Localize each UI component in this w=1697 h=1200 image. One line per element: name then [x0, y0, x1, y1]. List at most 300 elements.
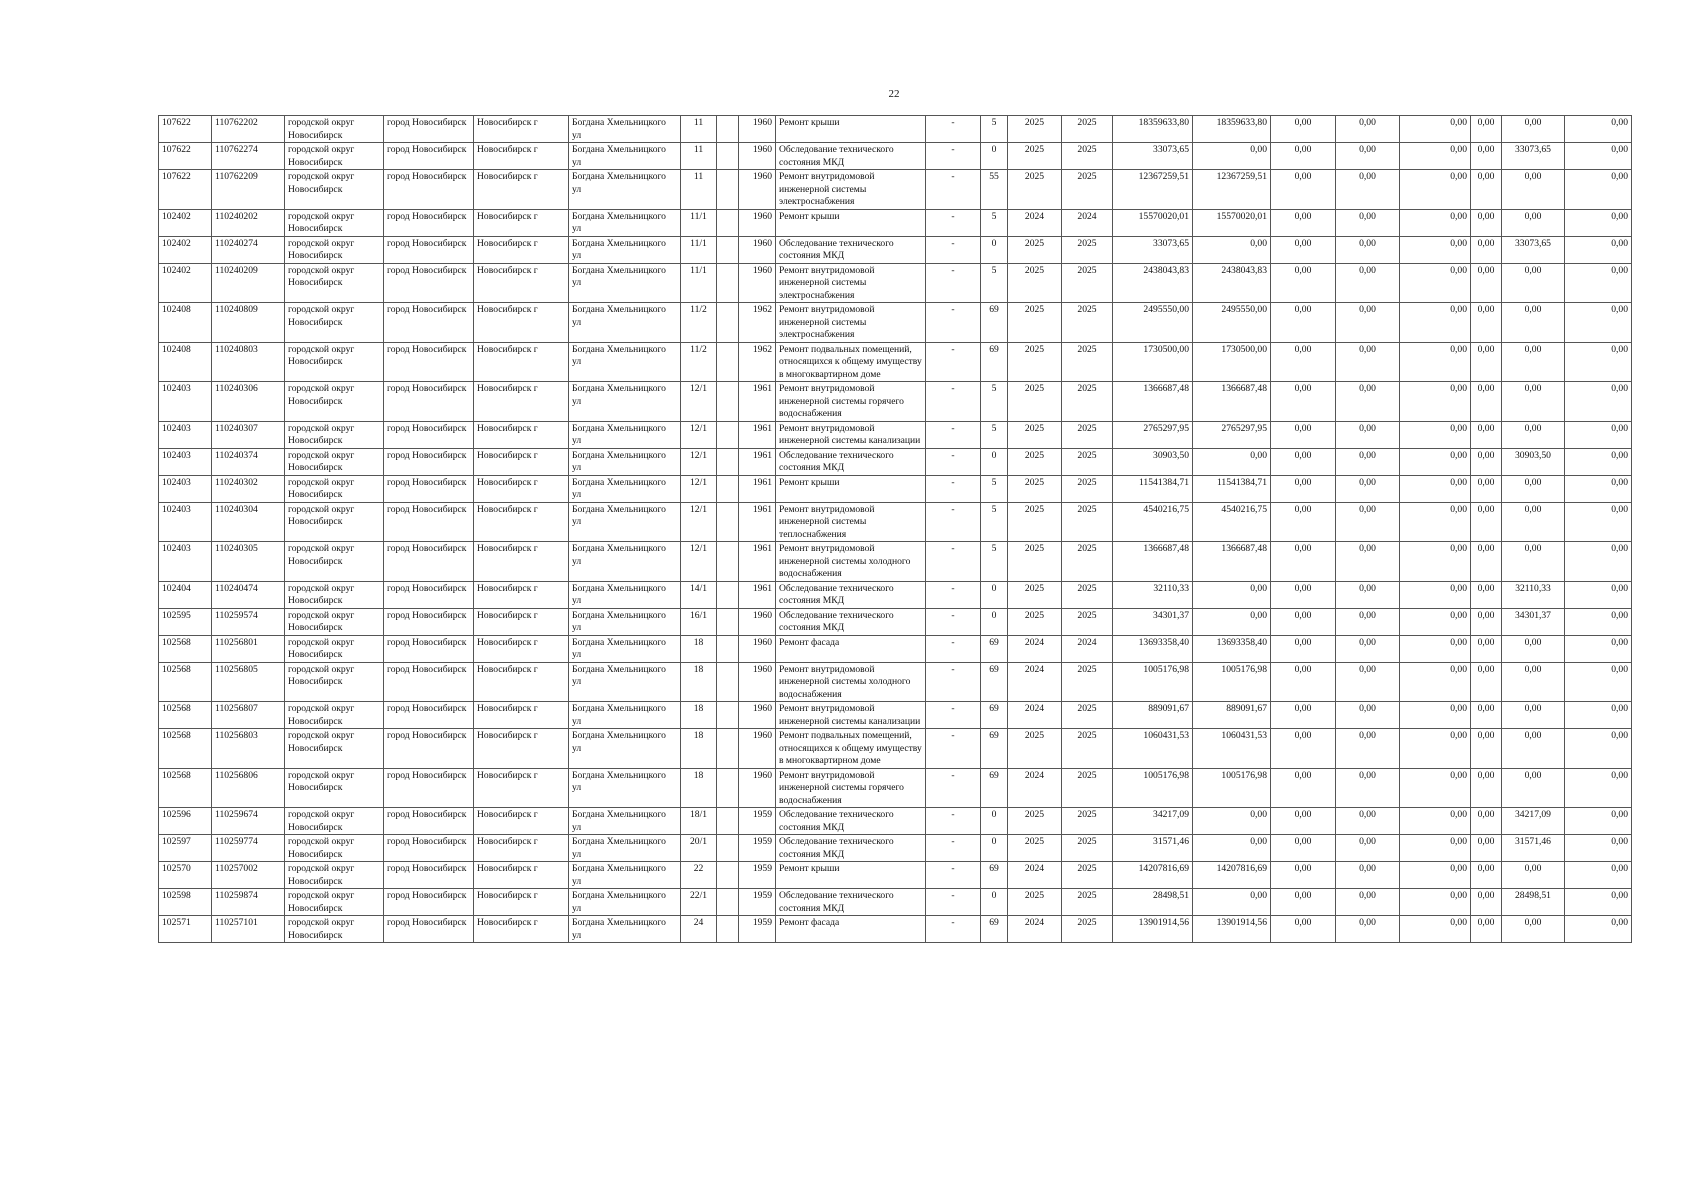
cell-plan-year-end: 2025	[1062, 768, 1113, 808]
cell-year-built: 1961	[739, 382, 776, 422]
cell-work-id: 110240307	[212, 421, 285, 448]
cell-building-letter	[717, 382, 739, 422]
cell-work-stage: -	[926, 608, 981, 635]
cell-cost-budget-local: 0,00	[1400, 862, 1471, 889]
cell-cost-owners: 0,00	[1471, 608, 1502, 635]
cell-municipal-district: городской округ Новосибирск	[285, 236, 384, 263]
cell-city: Новосибирск г	[474, 342, 569, 382]
cell-building-letter	[717, 209, 739, 236]
cell-object-id: 102408	[159, 303, 212, 343]
cell-year-built: 1960	[739, 702, 776, 729]
cell-plan-year-end: 2024	[1062, 209, 1113, 236]
cell-city: Новосибирск г	[474, 143, 569, 170]
cell-cost-inspection: 0,00	[1502, 502, 1565, 542]
cell-cost-budget-regional: 0,00	[1336, 209, 1400, 236]
cell-building-letter	[717, 116, 739, 143]
cell-total-cost: 2765297,95	[1113, 421, 1193, 448]
cell-city: Новосибирск г	[474, 635, 569, 662]
cell-work-type: Ремонт крыши	[776, 475, 926, 502]
cell-building-letter	[717, 448, 739, 475]
cell-municipal-district: городской округ Новосибирск	[285, 862, 384, 889]
cell-cost-other: 0,00	[1565, 303, 1632, 343]
cell-cost-other: 0,00	[1565, 475, 1632, 502]
cell-wear-percent: 69	[981, 729, 1008, 769]
cell-municipal-district: городской округ Новосибирск	[285, 835, 384, 862]
cell-year-built: 1960	[739, 729, 776, 769]
cell-object-id: 102402	[159, 236, 212, 263]
cell-total-cost: 2438043,83	[1113, 263, 1193, 303]
cell-municipal-district: городской округ Новосибирск	[285, 702, 384, 729]
cell-building-letter	[717, 916, 739, 943]
table-row	[159, 542, 1632, 582]
cell-building-letter	[717, 608, 739, 635]
table-row	[159, 209, 1632, 236]
cell-plan-year-end: 2025	[1062, 662, 1113, 702]
cell-city: Новосибирск г	[474, 263, 569, 303]
cell-city: Новосибирск г	[474, 382, 569, 422]
cell-plan-year-start: 2025	[1008, 502, 1062, 542]
cell-cost-budget-local: 0,00	[1400, 143, 1471, 170]
cell-settlement: город Новосибирск	[384, 209, 474, 236]
cell-cost-fund: 14207816,69	[1193, 862, 1271, 889]
cell-work-id: 110240202	[212, 209, 285, 236]
cell-work-id: 110240304	[212, 502, 285, 542]
cell-plan-year-end: 2025	[1062, 729, 1113, 769]
cell-city: Новосибирск г	[474, 808, 569, 835]
cell-cost-owners: 0,00	[1471, 581, 1502, 608]
cell-settlement: город Новосибирск	[384, 916, 474, 943]
cell-object-id: 102568	[159, 768, 212, 808]
cell-building-letter	[717, 475, 739, 502]
cell-street: Богдана Хмельницкого ул	[569, 889, 681, 916]
cell-work-stage: -	[926, 916, 981, 943]
cell-cost-fund: 13693358,40	[1193, 635, 1271, 662]
cell-work-id: 110762274	[212, 143, 285, 170]
cell-cost-fund: 1366687,48	[1193, 382, 1271, 422]
cell-city: Новосибирск г	[474, 702, 569, 729]
cell-work-type: Обследование технического состояния МКД	[776, 889, 926, 916]
cell-work-stage: -	[926, 170, 981, 210]
cell-cost-fund: 18359633,80	[1193, 116, 1271, 143]
cell-total-cost: 14207816,69	[1113, 862, 1193, 889]
cell-cost-other: 0,00	[1565, 342, 1632, 382]
cell-cost-other: 0,00	[1565, 889, 1632, 916]
cell-year-built: 1959	[739, 889, 776, 916]
cell-cost-owners: 0,00	[1471, 170, 1502, 210]
cell-object-id: 102568	[159, 729, 212, 769]
cell-cost-budget-federal: 0,00	[1271, 143, 1336, 170]
cell-work-id: 110240306	[212, 382, 285, 422]
cell-work-type: Обследование технического состояния МКД	[776, 143, 926, 170]
cell-cost-inspection: 0,00	[1502, 475, 1565, 502]
cell-municipal-district: городской округ Новосибирск	[285, 768, 384, 808]
cell-plan-year-end: 2025	[1062, 581, 1113, 608]
cell-street: Богдана Хмельницкого ул	[569, 342, 681, 382]
cell-plan-year-start: 2025	[1008, 116, 1062, 143]
cell-work-id: 110257101	[212, 916, 285, 943]
cell-cost-inspection: 30903,50	[1502, 448, 1565, 475]
cell-cost-inspection: 0,00	[1502, 303, 1565, 343]
table-row	[159, 862, 1632, 889]
cell-house-number: 12/1	[681, 475, 717, 502]
cell-street: Богдана Хмельницкого ул	[569, 143, 681, 170]
cell-cost-owners: 0,00	[1471, 729, 1502, 769]
cell-work-id: 110240305	[212, 542, 285, 582]
cell-work-id: 110762202	[212, 116, 285, 143]
cell-cost-fund: 13901914,56	[1193, 916, 1271, 943]
cell-total-cost: 1005176,98	[1113, 662, 1193, 702]
cell-plan-year-start: 2025	[1008, 542, 1062, 582]
table-row	[159, 382, 1632, 422]
cell-plan-year-start: 2024	[1008, 662, 1062, 702]
cell-city: Новосибирск г	[474, 542, 569, 582]
cell-cost-fund: 0,00	[1193, 448, 1271, 475]
cell-house-number: 11/1	[681, 263, 717, 303]
cell-total-cost: 1005176,98	[1113, 768, 1193, 808]
cell-municipal-district: городской округ Новосибирск	[285, 303, 384, 343]
cell-cost-budget-local: 0,00	[1400, 342, 1471, 382]
cell-wear-percent: 69	[981, 303, 1008, 343]
cell-street: Богдана Хмельницкого ул	[569, 702, 681, 729]
cell-plan-year-end: 2025	[1062, 475, 1113, 502]
cell-work-type: Ремонт подвальных помещений, относящихся к общему имуществу в многоквартирном доме	[776, 729, 926, 769]
cell-street: Богдана Хмельницкого ул	[569, 263, 681, 303]
cell-year-built: 1960	[739, 662, 776, 702]
cell-cost-budget-regional: 0,00	[1336, 116, 1400, 143]
cell-year-built: 1962	[739, 303, 776, 343]
cell-cost-inspection: 0,00	[1502, 542, 1565, 582]
cell-cost-owners: 0,00	[1471, 382, 1502, 422]
cell-building-letter	[717, 862, 739, 889]
cell-cost-fund: 1366687,48	[1193, 542, 1271, 582]
cell-city: Новосибирск г	[474, 662, 569, 702]
cell-work-stage: -	[926, 889, 981, 916]
cell-street: Богдана Хмельницкого ул	[569, 808, 681, 835]
cell-work-id: 110240302	[212, 475, 285, 502]
cell-municipal-district: городской округ Новосибирск	[285, 263, 384, 303]
cell-cost-budget-federal: 0,00	[1271, 608, 1336, 635]
cell-cost-budget-federal: 0,00	[1271, 635, 1336, 662]
cell-cost-budget-regional: 0,00	[1336, 448, 1400, 475]
cell-work-stage: -	[926, 502, 981, 542]
table-row	[159, 729, 1632, 769]
cell-settlement: город Новосибирск	[384, 862, 474, 889]
cell-cost-other: 0,00	[1565, 729, 1632, 769]
cell-work-id: 110240374	[212, 448, 285, 475]
cell-cost-budget-federal: 0,00	[1271, 170, 1336, 210]
cell-street: Богдана Хмельницкого ул	[569, 236, 681, 263]
cell-plan-year-end: 2025	[1062, 608, 1113, 635]
cell-plan-year-end: 2024	[1062, 635, 1113, 662]
cell-object-id: 102571	[159, 916, 212, 943]
cell-work-type: Ремонт фасада	[776, 635, 926, 662]
cell-cost-budget-regional: 0,00	[1336, 502, 1400, 542]
cell-total-cost: 15570020,01	[1113, 209, 1193, 236]
cell-cost-fund: 2765297,95	[1193, 421, 1271, 448]
cell-street: Богдана Хмельницкого ул	[569, 170, 681, 210]
cell-object-id: 102570	[159, 862, 212, 889]
cell-cost-owners: 0,00	[1471, 768, 1502, 808]
cell-wear-percent: 0	[981, 236, 1008, 263]
cell-cost-budget-regional: 0,00	[1336, 542, 1400, 582]
cell-cost-inspection: 31571,46	[1502, 835, 1565, 862]
cell-plan-year-start: 2025	[1008, 729, 1062, 769]
cell-house-number: 12/1	[681, 421, 717, 448]
cell-object-id: 102403	[159, 421, 212, 448]
cell-street: Богдана Хмельницкого ул	[569, 862, 681, 889]
cell-settlement: город Новосибирск	[384, 143, 474, 170]
cell-cost-budget-regional: 0,00	[1336, 581, 1400, 608]
table-row	[159, 502, 1632, 542]
table-row	[159, 236, 1632, 263]
cell-year-built: 1960	[739, 170, 776, 210]
cell-cost-other: 0,00	[1565, 916, 1632, 943]
cell-street: Богдана Хмельницкого ул	[569, 209, 681, 236]
cell-house-number: 11/2	[681, 342, 717, 382]
cell-plan-year-start: 2025	[1008, 475, 1062, 502]
cell-cost-fund: 2438043,83	[1193, 263, 1271, 303]
cell-settlement: город Новосибирск	[384, 835, 474, 862]
cell-cost-budget-local: 0,00	[1400, 209, 1471, 236]
cell-cost-inspection: 0,00	[1502, 916, 1565, 943]
cell-work-stage: -	[926, 662, 981, 702]
cell-municipal-district: городской округ Новосибирск	[285, 916, 384, 943]
cell-cost-owners: 0,00	[1471, 236, 1502, 263]
cell-settlement: город Новосибирск	[384, 768, 474, 808]
cell-cost-budget-local: 0,00	[1400, 542, 1471, 582]
cell-wear-percent: 5	[981, 475, 1008, 502]
cell-work-stage: -	[926, 835, 981, 862]
cell-work-type: Обследование технического состояния МКД	[776, 236, 926, 263]
cell-settlement: город Новосибирск	[384, 542, 474, 582]
cell-total-cost: 1366687,48	[1113, 542, 1193, 582]
cell-total-cost: 1366687,48	[1113, 382, 1193, 422]
cell-cost-budget-local: 0,00	[1400, 502, 1471, 542]
cell-cost-other: 0,00	[1565, 662, 1632, 702]
table-row	[159, 116, 1632, 143]
cell-municipal-district: городской округ Новосибирск	[285, 448, 384, 475]
cell-plan-year-end: 2025	[1062, 835, 1113, 862]
cell-house-number: 11/2	[681, 303, 717, 343]
cell-work-stage: -	[926, 236, 981, 263]
cell-work-stage: -	[926, 143, 981, 170]
cell-cost-budget-federal: 0,00	[1271, 768, 1336, 808]
cell-object-id: 102597	[159, 835, 212, 862]
cell-settlement: город Новосибирск	[384, 448, 474, 475]
repair-program-table	[158, 115, 1632, 943]
cell-municipal-district: городской округ Новосибирск	[285, 209, 384, 236]
cell-work-stage: -	[926, 116, 981, 143]
cell-city: Новосибирск г	[474, 475, 569, 502]
cell-street: Богдана Хмельницкого ул	[569, 475, 681, 502]
cell-settlement: город Новосибирск	[384, 236, 474, 263]
table-row	[159, 303, 1632, 343]
cell-city: Новосибирск г	[474, 889, 569, 916]
cell-year-built: 1961	[739, 502, 776, 542]
cell-building-letter	[717, 342, 739, 382]
cell-total-cost: 31571,46	[1113, 835, 1193, 862]
cell-cost-owners: 0,00	[1471, 209, 1502, 236]
cell-cost-budget-local: 0,00	[1400, 889, 1471, 916]
cell-object-id: 102403	[159, 382, 212, 422]
cell-cost-budget-federal: 0,00	[1271, 862, 1336, 889]
cell-house-number: 18	[681, 635, 717, 662]
cell-cost-other: 0,00	[1565, 542, 1632, 582]
cell-city: Новосибирск г	[474, 502, 569, 542]
cell-work-type: Ремонт внутридомовой инженерной системы горячего водоснабжения	[776, 768, 926, 808]
cell-wear-percent: 69	[981, 862, 1008, 889]
cell-cost-other: 0,00	[1565, 170, 1632, 210]
cell-settlement: город Новосибирск	[384, 729, 474, 769]
cell-work-stage: -	[926, 581, 981, 608]
cell-cost-owners: 0,00	[1471, 702, 1502, 729]
cell-work-type: Обследование технического состояния МКД	[776, 448, 926, 475]
table-row	[159, 808, 1632, 835]
cell-work-id: 110256806	[212, 768, 285, 808]
cell-city: Новосибирск г	[474, 608, 569, 635]
cell-house-number: 12/1	[681, 502, 717, 542]
cell-plan-year-start: 2025	[1008, 608, 1062, 635]
cell-cost-inspection: 0,00	[1502, 862, 1565, 889]
cell-cost-fund: 1005176,98	[1193, 662, 1271, 702]
cell-cost-other: 0,00	[1565, 209, 1632, 236]
cell-cost-budget-regional: 0,00	[1336, 475, 1400, 502]
cell-settlement: город Новосибирск	[384, 421, 474, 448]
cell-year-built: 1959	[739, 862, 776, 889]
cell-work-stage: -	[926, 303, 981, 343]
cell-cost-other: 0,00	[1565, 502, 1632, 542]
table-row	[159, 635, 1632, 662]
cell-plan-year-start: 2025	[1008, 382, 1062, 422]
cell-cost-budget-federal: 0,00	[1271, 342, 1336, 382]
cell-cost-fund: 0,00	[1193, 143, 1271, 170]
cell-object-id: 107622	[159, 143, 212, 170]
cell-cost-budget-local: 0,00	[1400, 236, 1471, 263]
cell-cost-inspection: 34217,09	[1502, 808, 1565, 835]
cell-cost-inspection: 33073,65	[1502, 143, 1565, 170]
cell-cost-budget-local: 0,00	[1400, 116, 1471, 143]
cell-building-letter	[717, 729, 739, 769]
cell-cost-owners: 0,00	[1471, 475, 1502, 502]
cell-object-id: 107622	[159, 170, 212, 210]
cell-cost-budget-federal: 0,00	[1271, 116, 1336, 143]
cell-settlement: город Новосибирск	[384, 475, 474, 502]
cell-cost-inspection: 28498,51	[1502, 889, 1565, 916]
table-row	[159, 608, 1632, 635]
cell-building-letter	[717, 421, 739, 448]
cell-plan-year-end: 2025	[1062, 382, 1113, 422]
cell-cost-budget-local: 0,00	[1400, 448, 1471, 475]
cell-cost-other: 0,00	[1565, 581, 1632, 608]
cell-building-letter	[717, 236, 739, 263]
cell-settlement: город Новосибирск	[384, 808, 474, 835]
cell-plan-year-start: 2025	[1008, 421, 1062, 448]
cell-total-cost: 28498,51	[1113, 889, 1193, 916]
cell-year-built: 1961	[739, 448, 776, 475]
cell-wear-percent: 5	[981, 263, 1008, 303]
cell-work-stage: -	[926, 702, 981, 729]
cell-cost-other: 0,00	[1565, 382, 1632, 422]
cell-work-type: Ремонт внутридомовой инженерной системы электроснабжения	[776, 303, 926, 343]
cell-plan-year-end: 2025	[1062, 116, 1113, 143]
cell-cost-other: 0,00	[1565, 448, 1632, 475]
table-row	[159, 448, 1632, 475]
cell-settlement: город Новосибирск	[384, 263, 474, 303]
cell-settlement: город Новосибирск	[384, 889, 474, 916]
table-row	[159, 702, 1632, 729]
cell-work-id: 110259574	[212, 608, 285, 635]
cell-cost-inspection: 32110,33	[1502, 581, 1565, 608]
cell-cost-budget-regional: 0,00	[1336, 342, 1400, 382]
cell-plan-year-end: 2025	[1062, 342, 1113, 382]
table-row	[159, 475, 1632, 502]
cell-cost-fund: 0,00	[1193, 608, 1271, 635]
cell-street: Богдана Хмельницкого ул	[569, 542, 681, 582]
cell-work-stage: -	[926, 768, 981, 808]
cell-plan-year-start: 2024	[1008, 702, 1062, 729]
cell-work-type: Ремонт внутридомовой инженерной системы электроснабжения	[776, 170, 926, 210]
cell-object-id: 102568	[159, 635, 212, 662]
cell-cost-budget-federal: 0,00	[1271, 502, 1336, 542]
cell-cost-budget-local: 0,00	[1400, 808, 1471, 835]
table-row	[159, 889, 1632, 916]
cell-cost-budget-regional: 0,00	[1336, 916, 1400, 943]
cell-cost-other: 0,00	[1565, 608, 1632, 635]
cell-work-stage: -	[926, 421, 981, 448]
cell-cost-budget-regional: 0,00	[1336, 263, 1400, 303]
cell-cost-budget-federal: 0,00	[1271, 421, 1336, 448]
cell-plan-year-start: 2025	[1008, 835, 1062, 862]
cell-work-type: Ремонт внутридомовой инженерной системы канализации	[776, 421, 926, 448]
cell-cost-owners: 0,00	[1471, 303, 1502, 343]
cell-building-letter	[717, 143, 739, 170]
cell-work-id: 110240274	[212, 236, 285, 263]
cell-year-built: 1960	[739, 263, 776, 303]
cell-settlement: город Новосибирск	[384, 116, 474, 143]
cell-wear-percent: 69	[981, 662, 1008, 702]
cell-object-id: 102403	[159, 448, 212, 475]
cell-city: Новосибирск г	[474, 916, 569, 943]
cell-plan-year-end: 2025	[1062, 448, 1113, 475]
cell-cost-owners: 0,00	[1471, 116, 1502, 143]
cell-total-cost: 30903,50	[1113, 448, 1193, 475]
cell-municipal-district: городской округ Новосибирск	[285, 502, 384, 542]
cell-work-type: Ремонт фасада	[776, 916, 926, 943]
cell-wear-percent: 69	[981, 916, 1008, 943]
cell-settlement: город Новосибирск	[384, 382, 474, 422]
cell-house-number: 11	[681, 143, 717, 170]
cell-house-number: 18	[681, 729, 717, 769]
cell-house-number: 11	[681, 170, 717, 210]
cell-work-id: 110256803	[212, 729, 285, 769]
cell-cost-budget-local: 0,00	[1400, 768, 1471, 808]
cell-settlement: город Новосибирск	[384, 502, 474, 542]
cell-plan-year-start: 2024	[1008, 209, 1062, 236]
cell-cost-fund: 1730500,00	[1193, 342, 1271, 382]
cell-plan-year-end: 2025	[1062, 421, 1113, 448]
cell-settlement: город Новосибирск	[384, 170, 474, 210]
cell-cost-budget-regional: 0,00	[1336, 862, 1400, 889]
cell-house-number: 16/1	[681, 608, 717, 635]
cell-cost-fund: 2495550,00	[1193, 303, 1271, 343]
cell-total-cost: 32110,33	[1113, 581, 1193, 608]
cell-total-cost: 34301,37	[1113, 608, 1193, 635]
cell-cost-budget-local: 0,00	[1400, 581, 1471, 608]
cell-street: Богдана Хмельницкого ул	[569, 608, 681, 635]
cell-object-id: 102568	[159, 702, 212, 729]
cell-cost-fund: 11541384,71	[1193, 475, 1271, 502]
cell-plan-year-end: 2025	[1062, 916, 1113, 943]
